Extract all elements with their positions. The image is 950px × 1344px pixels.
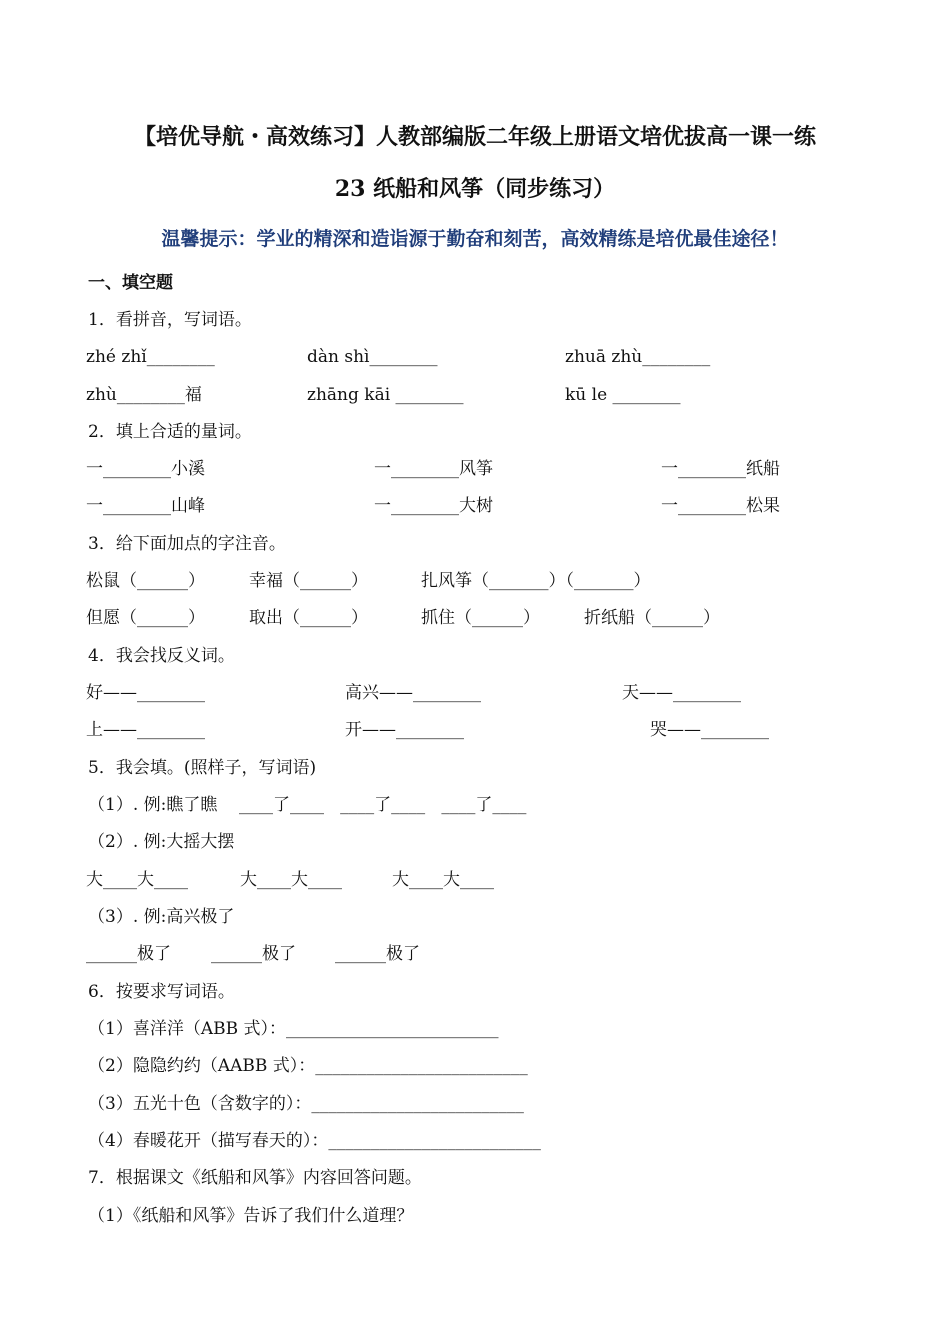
phonetic-blank: 但愿（______） bbox=[86, 608, 205, 628]
question-6-item: （4）春暖花开（描写春天的）：_________________________ bbox=[88, 1131, 541, 1151]
antonym-blank: 好——________ bbox=[86, 683, 205, 703]
pattern-blank: ______极了 bbox=[211, 944, 296, 964]
antonym-blank: 天——________ bbox=[622, 683, 741, 703]
pattern-blank: 大____大____ bbox=[86, 870, 188, 890]
section-heading: 一、填空题 bbox=[88, 273, 173, 293]
document-title: 【培优导航・高效练习】人教部编版二年级上册语文培优拔高一课一练 bbox=[133, 124, 816, 150]
pinyin-blank: zhuā zhù________ bbox=[565, 347, 711, 367]
question-5-prompt: 5．我会填。(照样子，写词语) bbox=[88, 758, 317, 778]
measure-word-blank: 一________山峰 bbox=[86, 496, 205, 516]
question-6-item: （2）隐隐约约（AABB 式）：_________________________ bbox=[88, 1056, 528, 1076]
antonym-blank: 哭——________ bbox=[650, 720, 769, 740]
antonym-blank: 开——________ bbox=[345, 720, 464, 740]
question-1-prompt: 1．看拼音，写词语。 bbox=[88, 310, 252, 330]
pattern-blank: ______极了 bbox=[335, 944, 420, 964]
document-subtitle: 23 纸船和风筝（同步练习） bbox=[334, 176, 616, 202]
phonetic-blank: 扎风筝（_______）（_______） bbox=[421, 571, 651, 591]
question-4-prompt: 4．我会找反义词。 bbox=[88, 646, 235, 666]
question-3-prompt: 3．给下面加点的字注音。 bbox=[88, 534, 286, 554]
question-6-prompt: 6．按要求写词语。 bbox=[88, 982, 235, 1002]
question-5-sub-2: （2）. 例:大摇大摆 bbox=[88, 832, 235, 852]
question-6-item: （1）喜洋洋（ABB 式）：_________________________ bbox=[88, 1019, 499, 1039]
pinyin-blank: dàn shì________ bbox=[307, 347, 438, 367]
question-5-sub-3: （3）. 例:高兴极了 bbox=[88, 907, 235, 927]
measure-word-blank: 一________松果 bbox=[661, 496, 780, 516]
measure-word-blank: 一________大树 bbox=[374, 496, 493, 516]
phonetic-blank: 取出（______） bbox=[249, 608, 368, 628]
pinyin-blank: zhé zhǐ________ bbox=[86, 347, 215, 367]
question-5-sub-1: （1）. 例:瞧了瞧 ____了____ ____了____ ____了____ bbox=[88, 795, 527, 815]
phonetic-blank: 松鼠（______） bbox=[86, 571, 205, 591]
measure-word-blank: 一________纸船 bbox=[661, 459, 780, 479]
phonetic-blank: 幸福（______） bbox=[249, 571, 368, 591]
measure-word-blank: 一________小溪 bbox=[86, 459, 205, 479]
question-6-item: （3）五光十色（含数字的）：_________________________ bbox=[88, 1094, 524, 1114]
pinyin-blank: zhù________福 bbox=[86, 385, 202, 405]
tip-banner: 温馨提示：学业的精深和造诣源于勤奋和刻苦，高效精练是培优最佳途径！ bbox=[161, 228, 789, 250]
phonetic-blank: 折纸船（______） bbox=[584, 608, 720, 628]
pattern-blank: 大____大____ bbox=[392, 870, 494, 890]
measure-word-blank: 一________风筝 bbox=[374, 459, 493, 479]
pinyin-blank: zhāng kāi ________ bbox=[307, 385, 464, 405]
pinyin-blank: kū le ________ bbox=[565, 385, 681, 405]
antonym-blank: 上——________ bbox=[86, 720, 205, 740]
phonetic-blank: 抓住（______） bbox=[421, 608, 540, 628]
question-2-prompt: 2．填上合适的量词。 bbox=[88, 422, 252, 442]
antonym-blank: 高兴——________ bbox=[345, 683, 481, 703]
pattern-blank: ______极了 bbox=[86, 944, 171, 964]
pattern-blank: 大____大____ bbox=[240, 870, 342, 890]
question-7-prompt: 7．根据课文《纸船和风筝》内容回答问题。 bbox=[88, 1168, 422, 1188]
question-7-sub-1: （1）《纸船和风筝》告诉了我们什么道理？ bbox=[88, 1206, 414, 1226]
